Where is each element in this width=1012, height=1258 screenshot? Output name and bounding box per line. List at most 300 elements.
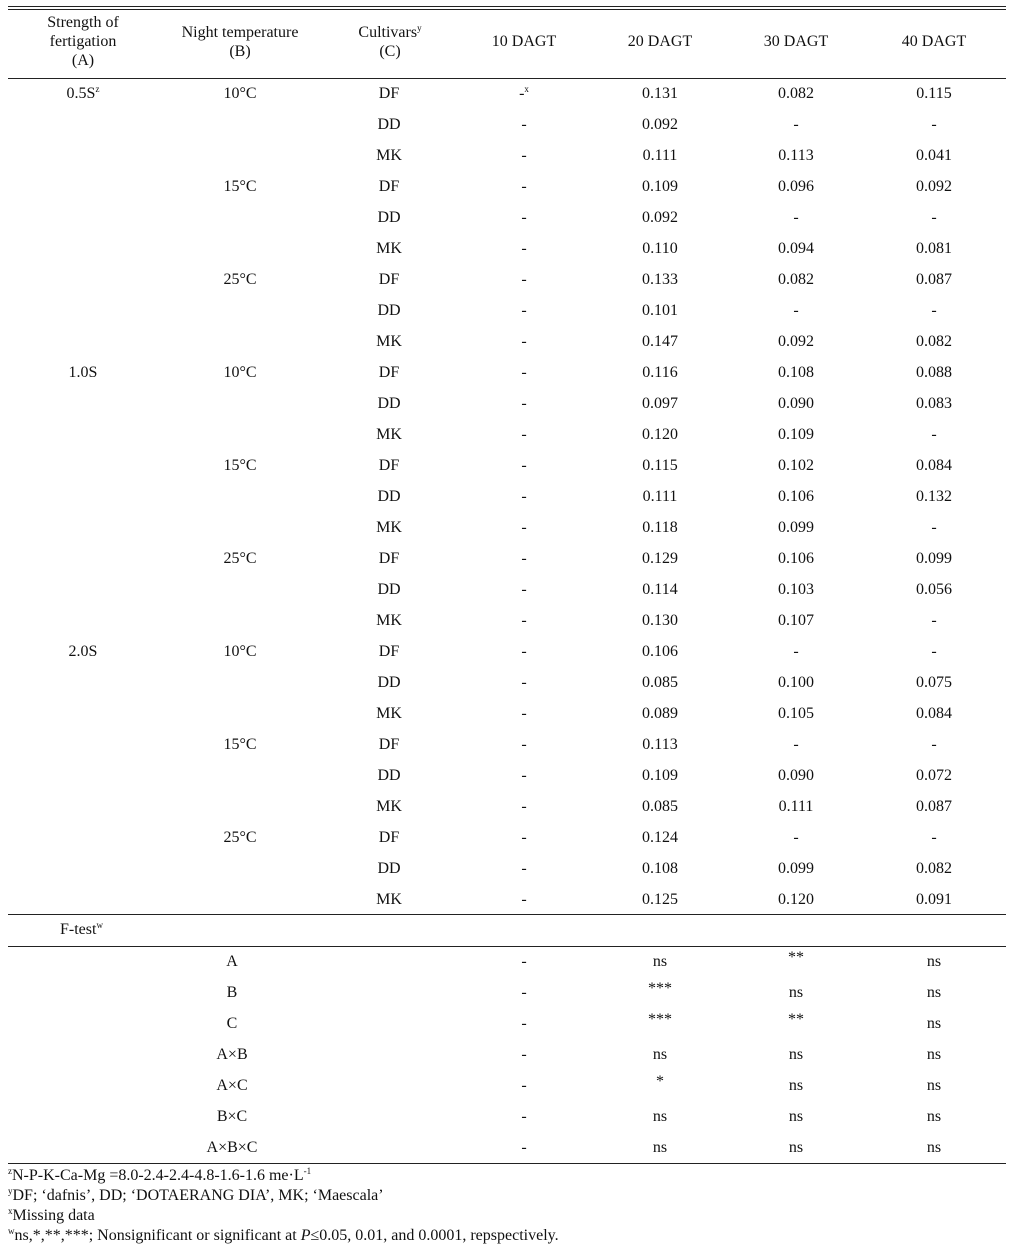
value-text: 0.108 bbox=[778, 364, 814, 381]
cultivar-cell: DD bbox=[377, 116, 401, 133]
value-cell bbox=[931, 611, 936, 631]
value-text: 0.099 bbox=[778, 860, 814, 877]
value-text: 0.116 bbox=[642, 364, 678, 381]
significance-cell: - bbox=[521, 953, 527, 970]
value-cell bbox=[778, 177, 814, 197]
temp-unit: °C bbox=[239, 271, 257, 288]
value-cell bbox=[643, 146, 678, 166]
value-text: 0.111 bbox=[642, 488, 678, 505]
value-cell bbox=[931, 208, 936, 228]
value-text: - bbox=[521, 240, 527, 257]
significance-cell: ns bbox=[788, 1108, 804, 1125]
cultivar-cell: DF bbox=[378, 550, 400, 567]
cultivar-cell: MK bbox=[376, 426, 402, 443]
col-header-strength: Strength of fertigation (A) bbox=[47, 14, 119, 69]
temp-unit: °C bbox=[239, 364, 257, 381]
value-text: - bbox=[931, 736, 937, 753]
value-cell bbox=[642, 890, 678, 910]
significance-cell: *** bbox=[648, 980, 672, 997]
temp-unit: °C bbox=[239, 829, 257, 846]
value-text: 0.106 bbox=[778, 488, 814, 505]
significance-cell: ns bbox=[926, 1077, 942, 1094]
value-text: 0.113 bbox=[778, 147, 814, 164]
col-header-cultivars: Cultivars$^y$ (C) bbox=[358, 23, 422, 60]
value-text: 0.120 bbox=[778, 891, 814, 908]
value-text: - bbox=[521, 891, 527, 908]
value-text: 0.109 bbox=[642, 178, 678, 195]
cultivar-cell: MK bbox=[376, 891, 402, 908]
value-text: - bbox=[521, 767, 527, 784]
value-text: 0.072 bbox=[916, 767, 952, 784]
value-cell bbox=[931, 828, 936, 848]
value-cell bbox=[793, 301, 798, 321]
value-cell bbox=[521, 549, 526, 569]
factor-cell: B bbox=[226, 984, 238, 1001]
temp-unit: °C bbox=[239, 550, 257, 567]
significance-cell: - bbox=[521, 1077, 527, 1094]
value-text: 0.133 bbox=[642, 271, 678, 288]
value-text: 0.099 bbox=[778, 519, 814, 536]
col-header-day: 40 DAGT bbox=[901, 33, 967, 50]
value-cell bbox=[916, 270, 952, 290]
value-text: 0.092 bbox=[642, 116, 678, 133]
significance-cell: - bbox=[521, 1139, 527, 1156]
value-text: - bbox=[521, 581, 527, 598]
value-cell bbox=[931, 735, 936, 755]
value-cell bbox=[793, 115, 798, 135]
col-header-day: 10 DAGT bbox=[491, 33, 557, 50]
value-cell bbox=[778, 766, 814, 786]
value-cell bbox=[643, 487, 678, 507]
value-text: 0.106 bbox=[778, 550, 814, 567]
value-text: - bbox=[521, 395, 527, 412]
value-cell bbox=[642, 766, 678, 786]
significance-cell: ** bbox=[788, 1011, 804, 1028]
significance-cell: ns bbox=[926, 953, 942, 970]
col-header-day: 30 DAGT bbox=[763, 33, 829, 50]
value-cell bbox=[521, 177, 526, 197]
cultivar-cell: DF bbox=[378, 85, 400, 102]
footnote-x: $^x$Missing data bbox=[8, 1206, 95, 1224]
value-cell bbox=[916, 363, 952, 383]
value-cell bbox=[521, 208, 526, 228]
value-cell bbox=[521, 611, 526, 631]
ftest-rule bbox=[8, 946, 1006, 947]
value-text: 0.107 bbox=[778, 612, 814, 629]
value-cell bbox=[916, 673, 952, 693]
value-cell bbox=[521, 518, 526, 538]
value-cell bbox=[521, 239, 526, 259]
value-cell bbox=[916, 177, 952, 197]
value-text: 0.115 bbox=[642, 457, 678, 474]
value-text: - bbox=[521, 612, 527, 629]
value-text: 0.085 bbox=[642, 674, 678, 691]
cultivar-cell: MK bbox=[376, 798, 402, 815]
value-cell bbox=[642, 115, 678, 135]
night-temp-cell bbox=[223, 642, 256, 662]
value-text: 0.082 bbox=[778, 85, 814, 102]
value-cell bbox=[916, 797, 952, 817]
value-cell bbox=[779, 797, 814, 817]
value-text: - bbox=[793, 116, 799, 133]
value-cell bbox=[916, 859, 952, 879]
value-text: 0.089 bbox=[642, 705, 678, 722]
factor-cell: A×B×C bbox=[206, 1139, 258, 1156]
value-text: 0.056 bbox=[916, 581, 952, 598]
value-cell bbox=[642, 363, 677, 383]
value-text: 0.124 bbox=[642, 829, 678, 846]
footnote-z: $^z$N-P-K-Ca-Mg =8.0-2.4-2.4-4.8-1.6-1.6 $me\cdot L^{-1}$ bbox=[8, 1166, 312, 1184]
significance-cell: ns bbox=[652, 1046, 668, 1063]
value-text: - bbox=[931, 829, 937, 846]
night-temp-value: 10 bbox=[223, 85, 240, 102]
cultivar-cell: DD bbox=[377, 488, 401, 505]
night-temp-cell bbox=[223, 363, 256, 383]
night-temp-cell bbox=[223, 177, 256, 197]
factor-cell: A×B bbox=[216, 1046, 248, 1063]
value-text: - bbox=[521, 426, 527, 443]
significance-cell: ns bbox=[652, 1108, 668, 1125]
value-cell bbox=[521, 704, 526, 724]
night-temp-cell bbox=[223, 270, 256, 290]
strength-value: 1.0S bbox=[68, 364, 98, 381]
value-text: - bbox=[793, 829, 799, 846]
col-header-night-temperature: Night temperature (B) bbox=[181, 24, 299, 60]
value-cell bbox=[916, 332, 952, 352]
value-text: 0.084 bbox=[916, 457, 952, 474]
value-text: 0.120 bbox=[642, 426, 678, 443]
value-cell bbox=[778, 270, 814, 290]
value-cell bbox=[521, 890, 526, 910]
top-rule bbox=[8, 6, 1006, 7]
value-text: 0.105 bbox=[778, 705, 814, 722]
value-text: 0.082 bbox=[916, 333, 952, 350]
value-cell bbox=[642, 580, 677, 600]
value-cell bbox=[916, 766, 952, 786]
value-cell bbox=[778, 580, 814, 600]
value-cell bbox=[778, 146, 813, 166]
value-text: 0.103 bbox=[778, 581, 814, 598]
value-text: 0.082 bbox=[778, 271, 814, 288]
value-text: - bbox=[931, 209, 937, 226]
value-cell bbox=[642, 425, 678, 445]
value-cell bbox=[521, 456, 526, 476]
value-text: 0.114 bbox=[642, 581, 678, 598]
strength-value: 2.0S bbox=[68, 643, 98, 660]
cultivar-cell: MK bbox=[376, 519, 402, 536]
value-cell bbox=[916, 146, 952, 166]
night-temp-value: 10 bbox=[223, 364, 240, 381]
value-text: 0.082 bbox=[916, 860, 952, 877]
value-cell bbox=[642, 797, 678, 817]
value-cell bbox=[778, 890, 814, 910]
value-text: 0.083 bbox=[916, 395, 952, 412]
value-text: 0.125 bbox=[642, 891, 678, 908]
value-text: - bbox=[519, 85, 525, 102]
value-cell bbox=[521, 115, 526, 135]
value-cell bbox=[521, 487, 526, 507]
strength-cell bbox=[69, 642, 98, 662]
value-cell bbox=[916, 394, 952, 414]
significance-cell: - bbox=[521, 1108, 527, 1125]
value-text: 0.097 bbox=[642, 395, 678, 412]
value-cell bbox=[778, 611, 814, 631]
missing-footnote-mark: x bbox=[524, 84, 529, 94]
night-temp-value: 25 bbox=[223, 550, 240, 567]
value-text: - bbox=[931, 116, 937, 133]
cultivar-cell: MK bbox=[376, 240, 402, 257]
cultivar-cell: DF bbox=[378, 178, 400, 195]
value-cell bbox=[916, 704, 952, 724]
value-cell bbox=[793, 208, 798, 228]
night-temp-cell bbox=[223, 84, 256, 104]
value-text: 0.090 bbox=[778, 767, 814, 784]
value-text: 0.092 bbox=[778, 333, 814, 350]
factor-cell: A×C bbox=[216, 1077, 248, 1094]
value-text: - bbox=[521, 116, 527, 133]
temp-unit: °C bbox=[239, 85, 257, 102]
cultivar-cell: MK bbox=[376, 612, 402, 629]
value-text: - bbox=[931, 612, 937, 629]
significance-cell: ns bbox=[652, 1139, 668, 1156]
value-text: - bbox=[521, 333, 527, 350]
cultivar-cell: DF bbox=[378, 736, 400, 753]
value-cell bbox=[521, 673, 526, 693]
value-text: - bbox=[521, 519, 527, 536]
cultivar-cell: DF bbox=[378, 829, 400, 846]
value-text: - bbox=[521, 798, 527, 815]
value-text: 0.092 bbox=[642, 209, 678, 226]
value-text: - bbox=[931, 519, 937, 536]
value-text: 0.130 bbox=[642, 612, 678, 629]
value-cell bbox=[642, 84, 678, 104]
value-cell bbox=[793, 642, 798, 662]
significance-cell: ns bbox=[926, 1046, 942, 1063]
factor-cell: A bbox=[226, 953, 238, 970]
value-text: 0.092 bbox=[916, 178, 952, 195]
value-text: 0.085 bbox=[642, 798, 678, 815]
temp-unit: °C bbox=[239, 457, 257, 474]
significance-cell: * bbox=[656, 1073, 664, 1090]
value-cell bbox=[521, 363, 526, 383]
value-cell bbox=[642, 518, 677, 538]
value-cell bbox=[519, 84, 529, 104]
significance-cell: ns bbox=[926, 984, 942, 1001]
cultivar-cell: DF bbox=[378, 457, 400, 474]
significance-cell: ns bbox=[926, 1139, 942, 1156]
night-temp-value: 15 bbox=[223, 736, 240, 753]
value-text: 0.100 bbox=[778, 674, 814, 691]
strength-footnote-mark: z bbox=[95, 84, 100, 94]
value-text: 0.106 bbox=[642, 643, 678, 660]
cultivar-cell: DF bbox=[378, 271, 400, 288]
significance-cell: ns bbox=[926, 1015, 942, 1032]
value-cell bbox=[916, 84, 951, 104]
value-cell bbox=[916, 549, 952, 569]
value-cell bbox=[642, 642, 678, 662]
value-cell bbox=[642, 673, 678, 693]
value-text: - bbox=[793, 209, 799, 226]
value-text: - bbox=[521, 364, 527, 381]
factor-cell: C bbox=[226, 1015, 238, 1032]
value-cell bbox=[642, 394, 678, 414]
value-text: 0.101 bbox=[642, 302, 678, 319]
value-text: - bbox=[793, 736, 799, 753]
value-cell bbox=[916, 580, 952, 600]
value-text: 0.147 bbox=[642, 333, 678, 350]
value-text: - bbox=[931, 302, 937, 319]
top-rule-2 bbox=[8, 9, 1006, 10]
value-cell bbox=[931, 425, 936, 445]
value-cell bbox=[778, 84, 814, 104]
footnote-w: $^w$ns,*,**,***; Nonsignificant or significant at P≤0.05, 0.01, and 0.0001, repspectively. bbox=[8, 1226, 559, 1244]
value-cell bbox=[642, 270, 678, 290]
night-temp-cell bbox=[223, 735, 256, 755]
ftest-label: F-test$^w$ bbox=[60, 920, 103, 938]
value-cell bbox=[931, 518, 936, 538]
value-text: 0.111 bbox=[778, 798, 814, 815]
significance-cell: ns bbox=[788, 1046, 804, 1063]
value-text: - bbox=[521, 736, 527, 753]
significance-cell: - bbox=[521, 984, 527, 1001]
cultivar-cell: DD bbox=[377, 860, 401, 877]
value-cell bbox=[916, 239, 952, 259]
value-cell bbox=[521, 332, 526, 352]
value-text: 0.111 bbox=[642, 147, 678, 164]
value-text: 0.087 bbox=[916, 271, 952, 288]
cultivar-cell: MK bbox=[376, 705, 402, 722]
value-cell bbox=[778, 859, 814, 879]
value-cell bbox=[642, 239, 677, 259]
factor-cell: B×C bbox=[216, 1108, 248, 1125]
cultivar-cell: MK bbox=[376, 333, 402, 350]
value-cell bbox=[521, 828, 526, 848]
value-cell bbox=[521, 642, 526, 662]
value-cell bbox=[521, 766, 526, 786]
value-text: - bbox=[931, 643, 937, 660]
value-text: - bbox=[521, 829, 527, 846]
value-text: - bbox=[521, 674, 527, 691]
significance-cell: - bbox=[521, 1015, 527, 1032]
value-cell bbox=[642, 704, 678, 724]
value-cell bbox=[793, 828, 798, 848]
value-text: 0.088 bbox=[916, 364, 952, 381]
significance-cell: ns bbox=[788, 984, 804, 1001]
value-cell bbox=[521, 270, 526, 290]
significance-cell: ns bbox=[788, 1077, 804, 1094]
value-text: - bbox=[521, 550, 527, 567]
footnote-y: $^y$DF; ‘dafnis’, DD; ‘DOTAERANG DIA’, MK; ‘Maescala’ bbox=[8, 1186, 384, 1204]
value-text: - bbox=[521, 302, 527, 319]
cultivar-cell: MK bbox=[376, 147, 402, 164]
value-text: 0.081 bbox=[916, 240, 952, 257]
value-cell bbox=[642, 859, 678, 879]
value-cell bbox=[778, 518, 814, 538]
night-temp-value: 10 bbox=[223, 643, 240, 660]
footnotes bbox=[8, 1166, 559, 1246]
value-cell bbox=[642, 301, 678, 321]
value-text: 0.084 bbox=[916, 705, 952, 722]
value-cell bbox=[521, 301, 526, 321]
value-text: 0.109 bbox=[642, 767, 678, 784]
temp-unit: °C bbox=[239, 736, 257, 753]
value-text: 0.115 bbox=[916, 85, 952, 102]
night-temp-cell bbox=[223, 456, 256, 476]
value-cell bbox=[931, 301, 936, 321]
cultivar-cell: DF bbox=[378, 364, 400, 381]
value-cell bbox=[778, 363, 814, 383]
value-text: 0.096 bbox=[778, 178, 814, 195]
value-cell bbox=[521, 394, 526, 414]
night-temp-value: 25 bbox=[223, 829, 240, 846]
value-cell bbox=[916, 890, 952, 910]
night-temp-cell bbox=[223, 828, 256, 848]
header-rule bbox=[8, 78, 1006, 79]
value-text: 0.091 bbox=[916, 891, 952, 908]
value-cell bbox=[521, 425, 526, 445]
value-text: - bbox=[521, 209, 527, 226]
value-cell bbox=[642, 456, 677, 476]
temp-unit: °C bbox=[239, 178, 257, 195]
value-cell bbox=[778, 456, 814, 476]
value-cell bbox=[778, 239, 814, 259]
value-text: 0.094 bbox=[778, 240, 814, 257]
bottom-rule bbox=[8, 1163, 1006, 1164]
value-text: - bbox=[793, 302, 799, 319]
significance-cell: ns bbox=[926, 1108, 942, 1125]
cultivar-cell: DD bbox=[377, 209, 401, 226]
night-temp-value: 15 bbox=[223, 457, 240, 474]
value-cell bbox=[521, 859, 526, 879]
col-header-day: 20 DAGT bbox=[627, 33, 693, 50]
cultivar-cell: DD bbox=[377, 767, 401, 784]
temp-unit: °C bbox=[239, 643, 257, 660]
value-cell bbox=[642, 549, 678, 569]
value-text: 0.075 bbox=[916, 674, 952, 691]
value-text: - bbox=[521, 705, 527, 722]
value-text: - bbox=[521, 457, 527, 474]
value-cell bbox=[931, 115, 936, 135]
value-cell bbox=[642, 208, 678, 228]
value-cell bbox=[642, 611, 678, 631]
significance-cell: - bbox=[521, 1046, 527, 1063]
strength-cell bbox=[69, 363, 98, 383]
value-cell bbox=[521, 797, 526, 817]
value-cell bbox=[521, 735, 526, 755]
value-cell bbox=[778, 487, 814, 507]
value-text: 0.108 bbox=[642, 860, 678, 877]
value-cell bbox=[778, 673, 814, 693]
cultivar-cell: DD bbox=[377, 302, 401, 319]
value-cell bbox=[778, 332, 814, 352]
value-text: 0.110 bbox=[642, 240, 678, 257]
value-text: 0.102 bbox=[778, 457, 814, 474]
night-temp-value: 25 bbox=[223, 271, 240, 288]
value-text: - bbox=[521, 271, 527, 288]
value-text: 0.099 bbox=[916, 550, 952, 567]
value-cell bbox=[642, 332, 678, 352]
value-text: - bbox=[521, 488, 527, 505]
value-text: 0.118 bbox=[642, 519, 678, 536]
value-text: 0.041 bbox=[916, 147, 952, 164]
value-cell bbox=[793, 735, 798, 755]
value-cell bbox=[778, 394, 814, 414]
value-text: - bbox=[521, 147, 527, 164]
value-text: - bbox=[521, 860, 527, 877]
value-cell bbox=[916, 456, 952, 476]
value-cell bbox=[778, 425, 814, 445]
value-cell bbox=[642, 828, 678, 848]
